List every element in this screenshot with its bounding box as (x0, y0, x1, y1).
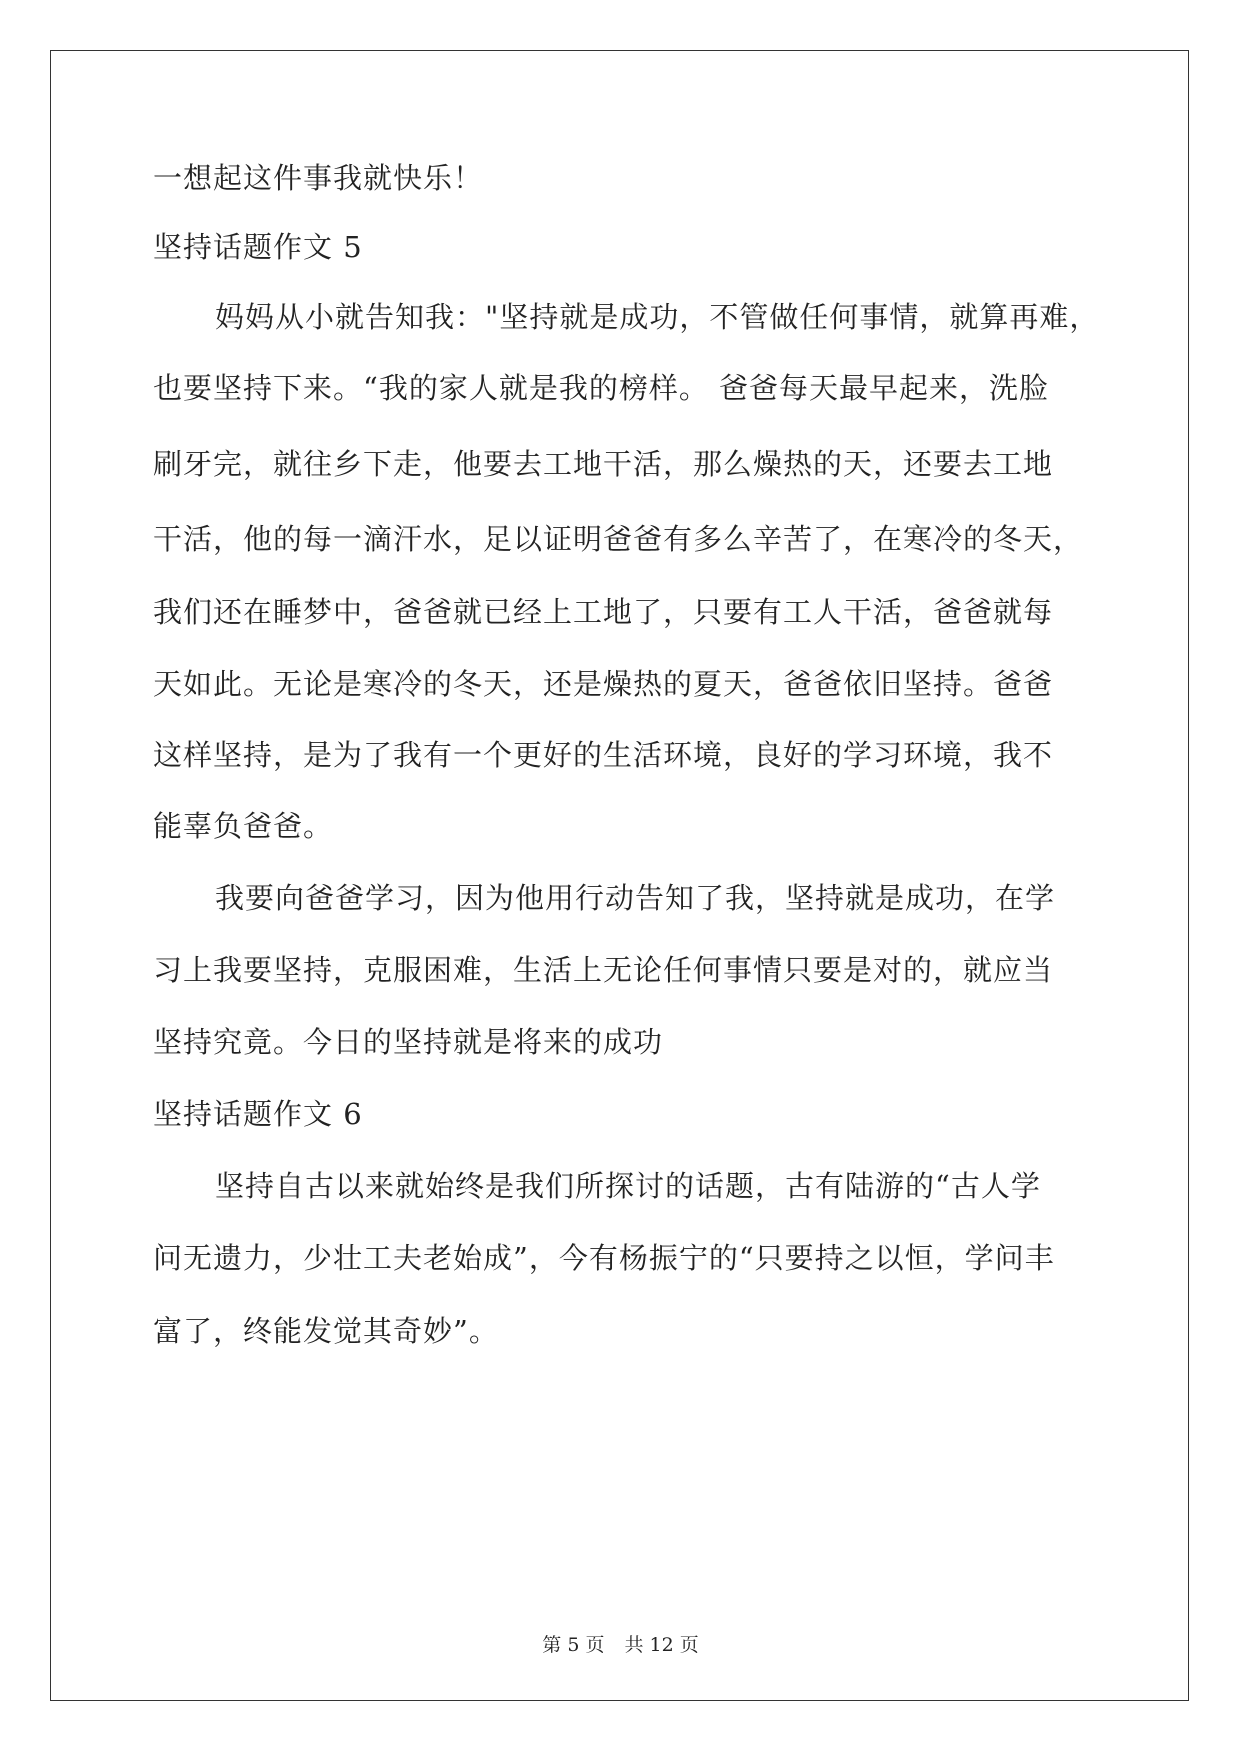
paragraph-line: 坚持究竟。今日的坚持就是将来的成功 (153, 1025, 664, 1059)
paragraph-line: 习上我要坚持，克服困难，生活上无论任何事情只要是对的，就应当 (153, 953, 1054, 987)
page-number: 第 5 页 (542, 1634, 605, 1656)
paragraph-line: 坚持自古以来就始终是我们所探讨的话题，古有陆游的“古人学 (215, 1169, 1041, 1203)
section-heading-6: 坚持话题作文 6 (153, 1097, 363, 1131)
paragraph-line: 问无遗力，少壮工夫老始成”，今有杨振宁的“只要持之以恒，学问丰 (153, 1241, 1055, 1275)
paragraph-line: 能辜负爸爸。 (153, 809, 334, 843)
page-total: 共 12 页 (624, 1634, 699, 1656)
paragraph-line: 这样坚持，是为了我有一个更好的生活环境，良好的学习环境，我不 (153, 738, 1054, 772)
paragraph-line: 妈妈从小就告知我："坚持就是成功，不管做任何事情，就算再难， (215, 300, 1100, 334)
paragraph-line: 也要坚持下来。“我的家人就是我的榜样。 爸爸每天最早起来，洗脸 (153, 371, 1050, 405)
paragraph-line: 富了，终能发觉其奇妙”。 (153, 1314, 499, 1348)
paragraph-line: 天如此。无论是寒冷的冬天，还是燥热的夏天，爸爸依旧坚持。爸爸 (153, 667, 1054, 701)
closing-line: 一想起这件事我就快乐！ (153, 161, 484, 195)
page-footer (0, 1633, 1241, 1657)
paragraph-line: 刷牙完，就往乡下走，他要去工地干活，那么燥热的天，还要去工地 (153, 447, 1054, 481)
section-heading-5: 坚持话题作文 5 (153, 230, 363, 264)
paragraph-line: 我要向爸爸学习，因为他用行动告知了我，坚持就是成功，在学 (215, 881, 1056, 915)
paragraph-line: 我们还在睡梦中，爸爸就已经上工地了，只要有工人干活，爸爸就每 (153, 595, 1054, 629)
paragraph-line: 干活，他的每一滴汗水，足以证明爸爸有多么辛苦了，在寒冷的冬天， (153, 522, 1084, 556)
